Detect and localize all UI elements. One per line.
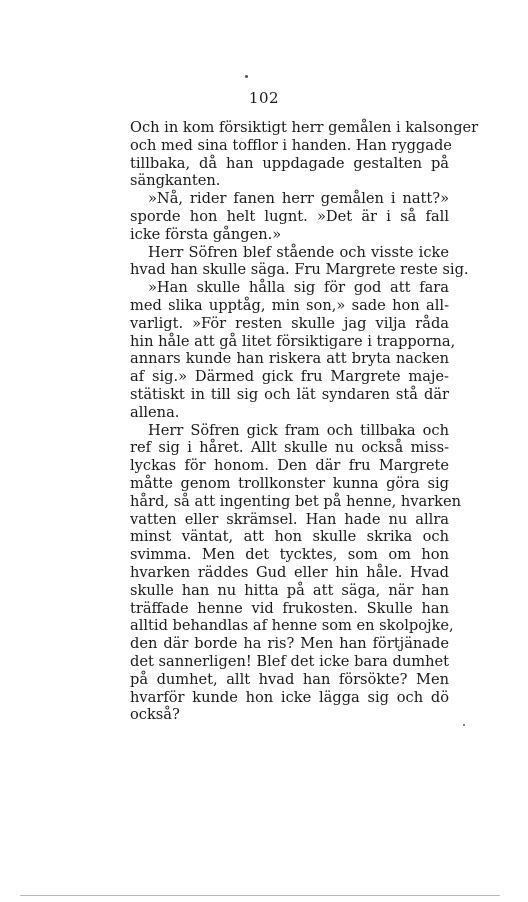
text-line: varligt. »För resten skulle jag vilja råda <box>130 314 449 332</box>
text-line: lyckas för honom. Den där fru Margrete <box>130 457 449 475</box>
text-line: sporde hon helt lugnt. »Det är i så fall <box>130 207 449 225</box>
text-line: den där borde ha ris? Men han förtjänade <box>130 635 449 653</box>
text-line: hård, så att ingenting bet på henne, hvarken <box>130 492 462 510</box>
body-text <box>130 119 479 724</box>
text-line: på dumhet, allt hvad han försökte? Men <box>130 670 449 688</box>
text-line: det sannerligen! Blef det icke bara dumhet <box>130 652 449 670</box>
ink-speck <box>245 75 248 78</box>
text-line: sängkanten. <box>130 172 221 190</box>
text-line: svimma. Men det tycktes, som om hon <box>130 546 449 564</box>
text-line: minst väntat, att hon skulle skrika och <box>130 528 449 546</box>
text-line: träffade henne vid frukosten. Skulle han <box>130 599 449 617</box>
text-line: Herr Söfren blef stående och visste icke <box>148 243 449 261</box>
text-line: hin håle att gå litet försiktigare i trapporna, <box>130 332 456 350</box>
text-line: också? <box>130 706 180 724</box>
text-line: alltid behandlas af henne som en skolpojke, <box>130 617 454 635</box>
text-line: »Nå, rider fanen herr gemålen i natt?» <box>148 190 449 208</box>
text-line: skulle han nu hitta på att säga, när han <box>130 581 449 599</box>
text-line: Och in kom försiktigt herr gemålen i kalsonger <box>130 119 479 136</box>
text-line: tillbaka, då han uppdagade gestalten på <box>130 154 449 172</box>
text-line: hvad han skulle säga. Fru Margrete reste sig. <box>130 261 469 279</box>
page-number: 102 <box>248 89 280 107</box>
text-line: icke första gången.» <box>130 225 282 243</box>
text-line: »Han skulle hålla sig för god att fara <box>148 279 449 297</box>
text-line: allena. <box>130 403 180 421</box>
text-line: annars kunde han riskera att bryta nacken <box>130 350 449 368</box>
text-line: vatten eller skrämsel. Han hade nu allra <box>130 510 449 528</box>
text-line: hvarken räddes Gud eller hin håle. Hvad <box>130 563 449 581</box>
text-line: och med sina tofflor i handen. Han ryggade <box>130 136 452 154</box>
text-line: hvarför kunde hon icke lägga sig och dö <box>130 688 449 706</box>
text-line: stätiskt in till sig och lät syndaren stå där <box>130 385 449 403</box>
ink-speck <box>463 724 465 726</box>
text-line: ref sig i håret. Allt skulle nu också miss- <box>130 439 449 457</box>
text-line: måtte genom trollkonster kunna göra sig <box>130 474 449 492</box>
text-line: af sig.» Därmed gick fru Margrete maje- <box>130 368 449 386</box>
text-line: med slika upptåg, min son,» sade hon all- <box>130 296 449 314</box>
text-line: Herr Söfren gick fram och tillbaka och <box>148 421 449 439</box>
page-edge <box>20 895 500 896</box>
